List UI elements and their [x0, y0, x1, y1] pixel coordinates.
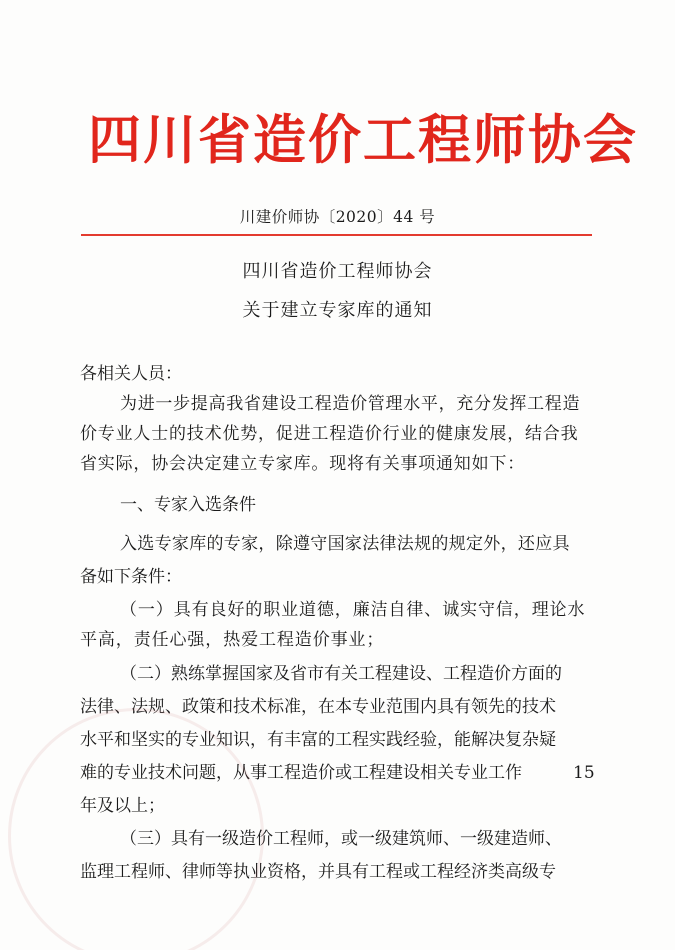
body-line: 难的专业技术问题，从事工程造价或工程建设相关专业工作	[80, 763, 522, 783]
notice-title-line-2: 关于建立专家库的通知	[242, 300, 433, 321]
red-divider	[81, 234, 592, 236]
salutation: 各相关人员：	[80, 364, 182, 384]
body-line: 备如下条件：	[80, 567, 182, 587]
body-line: 省实际，协会决定建立专家库。现将有关事项通知如下：	[80, 454, 525, 474]
body-line: 为进一步提高我省建设工程造价管理水平，充分发挥工程造	[120, 394, 581, 414]
body-line: 平高，责任心强，热爱工程造价事业；	[80, 630, 385, 650]
body-line: 法律、法规、政策和技术标准，在本专业范围内具有领先的技术	[80, 697, 556, 717]
section-heading: 一、专家入选条件	[120, 495, 256, 515]
years-value: 15	[573, 763, 595, 783]
notice-title-line-1: 四川省造价工程师协会	[242, 261, 433, 282]
body-line: 水平和坚实的专业知识，有丰富的工程实践经验，能解决复杂疑	[80, 730, 556, 750]
document-number: 川建价师协〔2020〕44 号	[239, 208, 436, 226]
body-line: 年及以上；	[80, 796, 165, 816]
body-line: 价专业人士的技术优势，促进工程造价行业的健康发展，结合我	[80, 424, 579, 444]
org-header: 四川省造价工程师协会	[88, 109, 638, 171]
condition-item: （一）具有良好的职业道德，廉洁自律、诚实守信，理论水	[120, 600, 586, 620]
body-line: 入选专家库的专家，除遵守国家法律法规的规定外，还应具	[120, 534, 570, 554]
condition-item: （三）具有一级造价工程师，或一级建筑师、一级建造师、	[120, 829, 562, 849]
condition-item: （二）熟练掌握国家及省市有关工程建设、工程造价方面的	[120, 664, 562, 684]
body-line: 监理工程师、律师等执业资格，并具有工程或工程经济类高级专	[80, 862, 556, 882]
